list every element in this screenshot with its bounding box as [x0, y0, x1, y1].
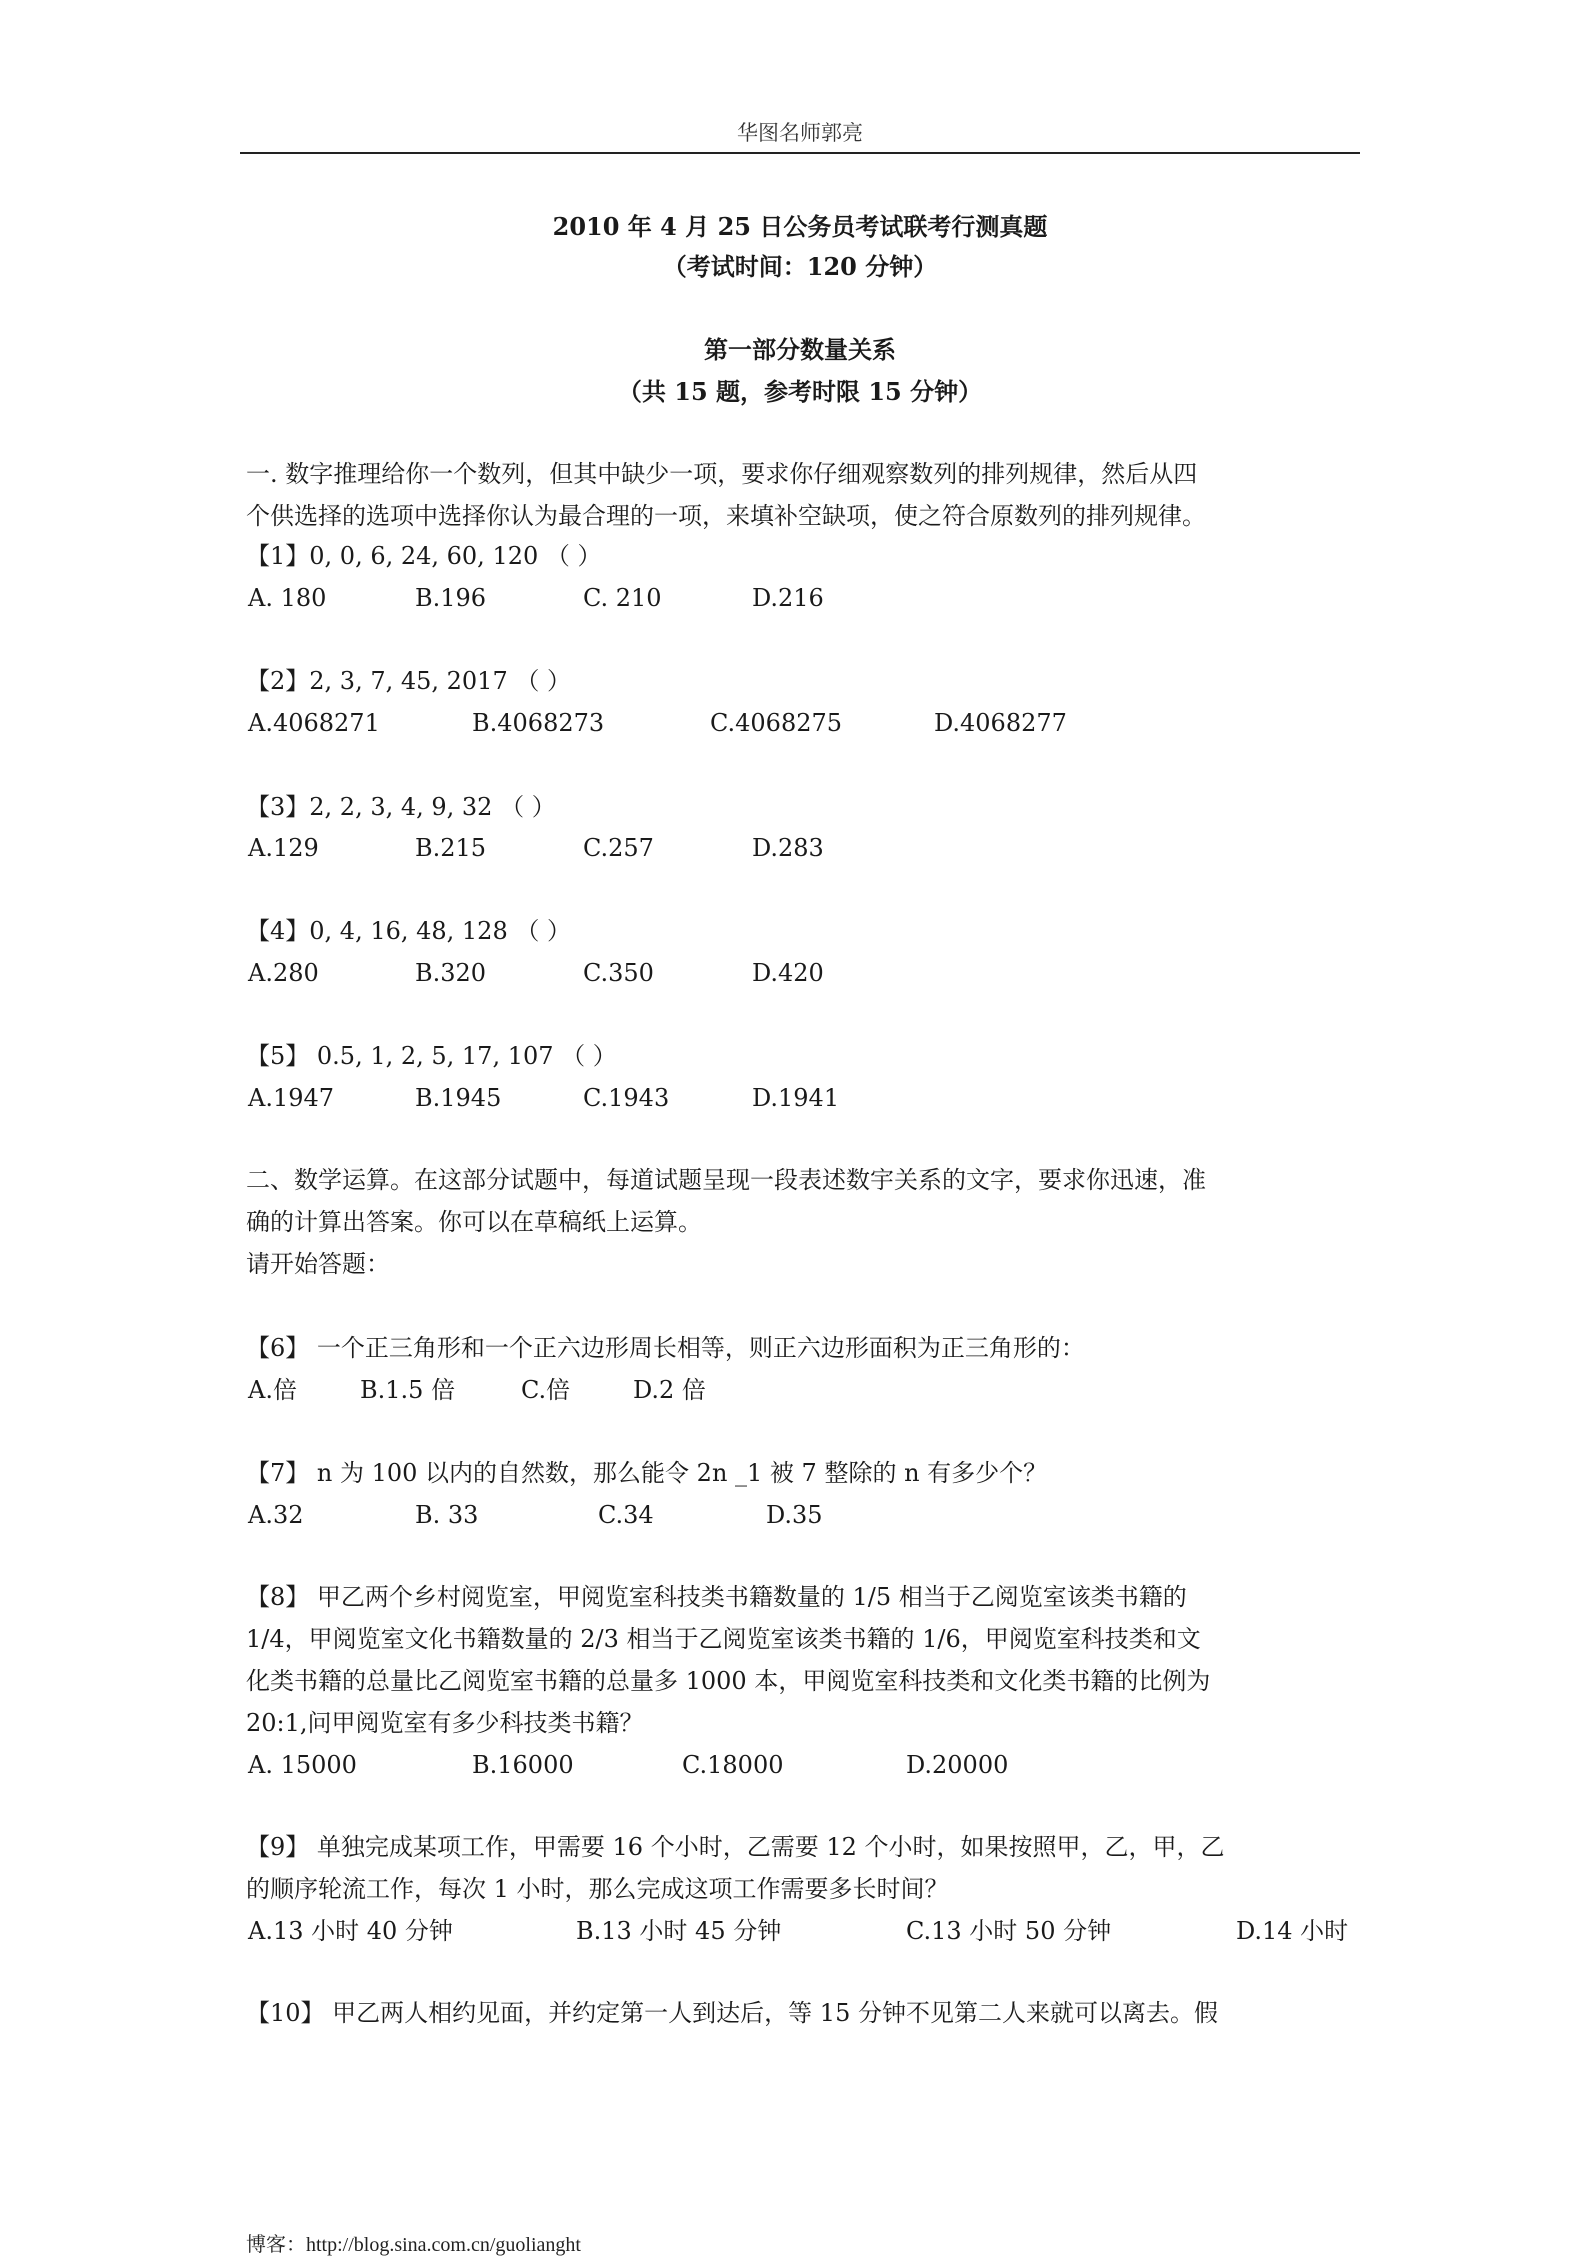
- question-2-option-d: D.4068277: [934, 709, 1067, 737]
- question-7-option-b: B. 33: [415, 1501, 479, 1529]
- question-8-line3: 化类书籍的总量比乙阅览室书籍的总量多 1000 本，甲阅览室科技类和文化类书籍的比例为: [246, 1667, 1211, 1695]
- question-5-option-d: D.1941: [752, 1084, 840, 1112]
- question-5-stem: 【5】 0.5, 1, 2, 5, 17, 107 （ ）: [246, 1042, 617, 1070]
- question-6-option-a: A.倍: [248, 1376, 297, 1404]
- part2-intro-line2: 确的计算出答案。你可以在草稿纸上运算。: [246, 1208, 702, 1236]
- question-10-line1: 【10】 甲乙两人相约见面，并约定第一人到达后，等 15 分钟不见第二人来就可以离去。假: [246, 1999, 1218, 2027]
- question-2-stem: 【2】2, 3, 7, 45, 2017 （ ）: [246, 667, 571, 695]
- question-2-option-c: C.4068275: [710, 709, 843, 737]
- section-title: 第一部分数量关系: [704, 335, 896, 364]
- question-8-line4: 20:1,问甲阅览室有多少科技类书籍？: [246, 1709, 644, 1737]
- exam-title: 2010 年 4 月 25 日公务员考试联考行测真题: [552, 212, 1048, 241]
- question-1-option-a: A. 180: [248, 584, 327, 612]
- question-3-option-b: B.215: [415, 834, 487, 862]
- question-4-option-a: A.280: [248, 959, 319, 987]
- question-4-option-c: C.350: [583, 959, 654, 987]
- question-3-option-a: A.129: [248, 834, 319, 862]
- question-8-option-b: B.16000: [472, 1751, 574, 1779]
- question-7-stem: 【7】 n 为 100 以内的自然数，那么能令 2n _1 被 7 整除的 n 有多少个？: [246, 1459, 1048, 1487]
- part2-intro-line1: 二、数学运算。在这部分试题中，每道试题呈现一段表述数宇关系的文字，要求你迅速，准: [246, 1166, 1206, 1194]
- question-6-option-c: C.倍: [521, 1376, 571, 1404]
- question-1-stem: 【1】0, 0, 6, 24, 60, 120 （ ）: [246, 542, 602, 570]
- question-1-option-c: C. 210: [583, 584, 662, 612]
- question-9-option-d: D.14 小时: [1236, 1917, 1349, 1945]
- question-7-option-a: A.32: [248, 1501, 304, 1529]
- question-3-stem: 【3】2, 2, 3, 4, 9, 32 （ ）: [246, 793, 556, 821]
- question-8-line2: 1/4，甲阅览室文化书籍数量的 2/3 相当于乙阅览室该类书籍的 1/6，甲阅览室科技类和文: [246, 1625, 1201, 1653]
- question-7-option-d: D.35: [766, 1501, 823, 1529]
- question-4-stem: 【4】0, 4, 16, 48, 128 （ ）: [246, 917, 571, 945]
- question-9-line1: 【9】 单独完成某项工作，甲需要 16 个小时，乙需要 12 个小时，如果按照甲，乙，甲，乙: [246, 1833, 1225, 1861]
- question-6-option-d: D.2 倍: [633, 1376, 706, 1404]
- question-8-line1: 【8】 甲乙两个乡村阅览室，甲阅览室科技类书籍数量的 1/5 相当于乙阅览室该类书籍的: [246, 1583, 1187, 1611]
- question-3-option-d: D.283: [752, 834, 824, 862]
- section-subtitle: （共 15 题，参考时限 15 分钟）: [617, 377, 983, 406]
- question-8-option-c: C.18000: [682, 1751, 784, 1779]
- question-7-option-c: C.34: [598, 1501, 654, 1529]
- exam-duration: （考试时间：120 分钟）: [662, 252, 938, 281]
- question-4-option-d: D.420: [752, 959, 824, 987]
- part2-start: 请开始答题：: [246, 1250, 390, 1278]
- question-6-stem: 【6】 一个正三角形和一个正六边形周长相等，则正六边形面积为正三角形的：: [246, 1334, 1085, 1362]
- question-9-option-b: B.13 小时 45 分钟: [576, 1917, 782, 1945]
- question-9-line2: 的顺序轮流工作，每次 1 小时，那么完成这项工作需要多长时间？: [246, 1875, 949, 1903]
- part1-intro-line1: 一. 数字推理给你一个数列，但其中缺少一项，要求你仔细观察数列的排列规律，然后从四: [246, 460, 1198, 488]
- question-5-option-c: C.1943: [583, 1084, 670, 1112]
- question-3-option-c: C.257: [583, 834, 654, 862]
- question-5-option-a: A.1947: [248, 1084, 335, 1112]
- question-6-option-b: B.1.5 倍: [360, 1376, 456, 1404]
- question-4-option-b: B.320: [415, 959, 487, 987]
- part1-intro-line2: 个供选择的选项中选择你认为最合理的一项，来填补空缺项，使之符合原数列的排列规律。: [246, 502, 1206, 530]
- question-1-option-d: D.216: [752, 584, 824, 612]
- header-divider: [240, 152, 1360, 154]
- question-8-option-a: A. 15000: [248, 1751, 357, 1779]
- footer-blog: 博客：http://blog.sina.com.cn/guolianght: [246, 2234, 581, 2256]
- question-1-option-b: B.196: [415, 584, 487, 612]
- question-5-option-b: B.1945: [415, 1084, 502, 1112]
- question-2-option-a: A.4068271: [248, 709, 380, 737]
- header-author: 华图名师郭亮: [737, 121, 863, 145]
- question-2-option-b: B.4068273: [472, 709, 605, 737]
- question-8-option-d: D.20000: [906, 1751, 1009, 1779]
- question-9-option-c: C.13 小时 50 分钟: [906, 1917, 1112, 1945]
- question-9-option-a: A.13 小时 40 分钟: [248, 1917, 453, 1945]
